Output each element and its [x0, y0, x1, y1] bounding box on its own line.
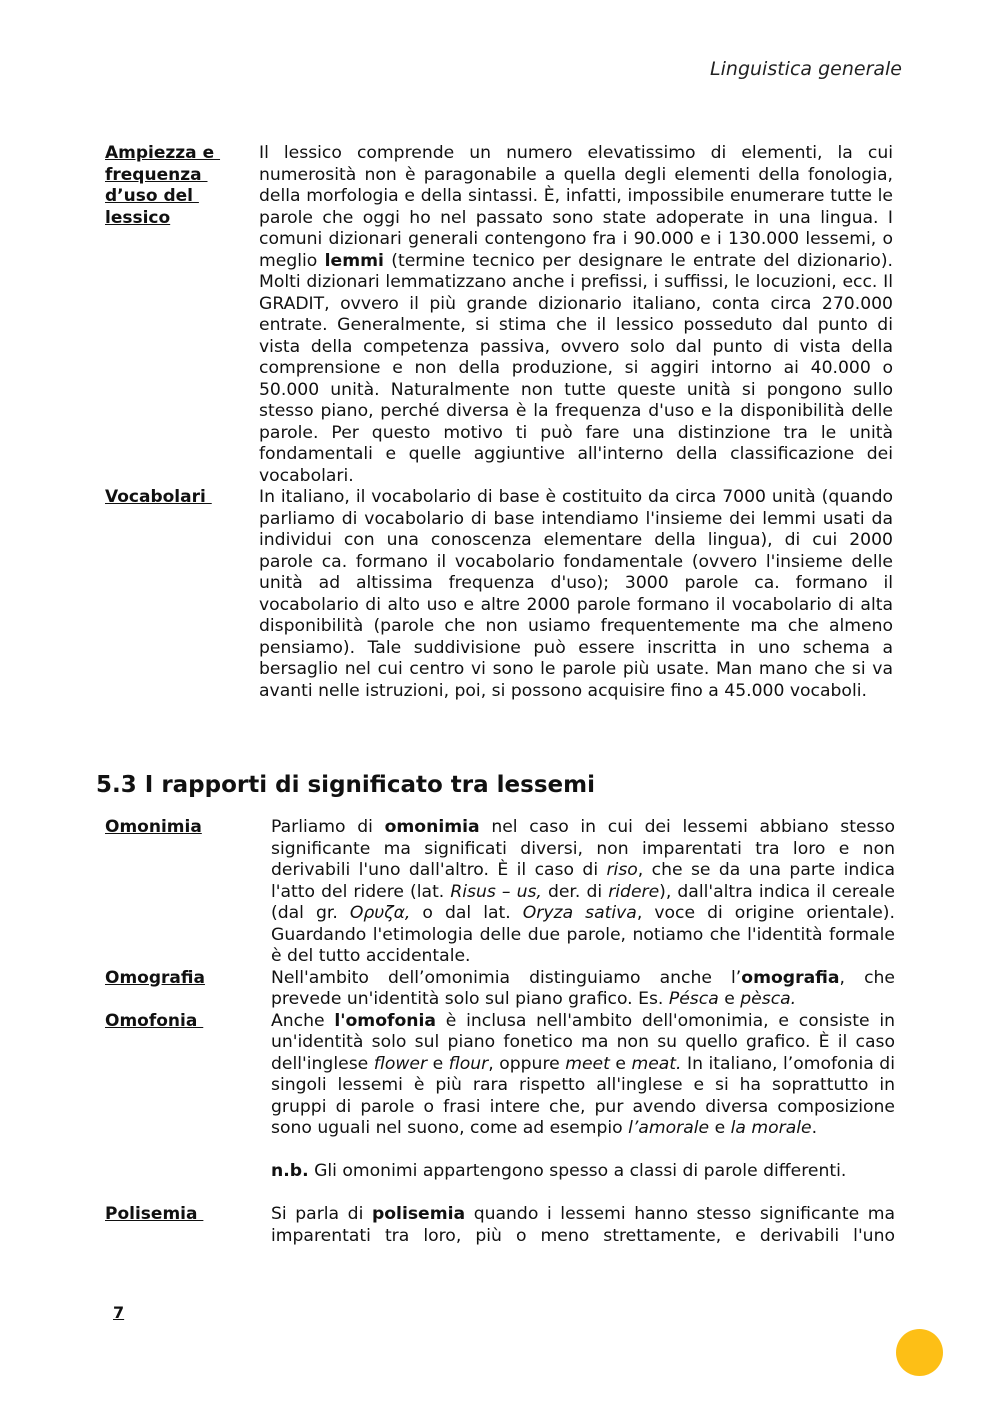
example-word: Oryza sativa — [522, 903, 637, 923]
text-nb — [271, 1161, 895, 1183]
text-span: ), dall'altra indica il cereale (dal gr. — [271, 881, 895, 923]
running-header: Linguistica generale — [710, 58, 902, 80]
entry-nb — [105, 1161, 895, 1183]
example-word: pèsca. — [740, 989, 797, 1009]
page-number: 7 — [113, 1303, 125, 1322]
text-span: è inclusa nell'ambito dell'omonimia, e consiste in un'identità solo sul piano fonetico ma non su quello grafico. È il caso dell'inglese — [271, 1010, 895, 1074]
example-word: riso — [606, 860, 638, 880]
section-heading: 5.3 I rapporti di significato tra lessemi — [96, 772, 595, 798]
text-span: nel caso in cui dei lessemi abbiano stesso significante ma significati diversi, non imparentati tra loro e non derivabili l'uno dall'altro. È il caso di — [271, 817, 895, 880]
ampiezza-body-text: Il lessico comprende un numero elevatissimo di elementi, la cui numerosità non è paragonabile a quella degli elementi della fonologia, della morfologia e della sintassi. È, infatti, impossibile enumerare tutte le parole che oggi ho nel passato sono state adoperate in una lingua. I comuni dizionari generali contengono fra i 90.000 e i 130.000 lessemi, o meglio lemmi (termine tecnico per designare le entrate del dizionario). Molti dizionari lemmatizzano anche i prefissi, i suffissi, le locuzioni, ecc. Il GRADIT, ovvero il più grande dizionario italiano, conta circa 270.000 entrate. Generalmente, si stima che il lessico posseduto dal punto di vista della competenza passiva, ovvero solo dal punto di vista della comprensione e non della produzione, si aggiri intorno ai 40.000 o 50.000 unità. Naturalmente non tutte queste unità si pongono sullo stesso piano, perché diversa è la frequenza d'uso e la disponibilità delle parole. Per questo motivo ti può fare una distinzione tra le unità fondamentali e quelle aggiuntive all'interno della classificazione dei vocabolari. — [259, 143, 893, 486]
spacer — [105, 1140, 895, 1162]
text-span: e — [427, 1053, 449, 1074]
text-span: Parliamo di — [271, 817, 385, 837]
text-omofonia — [271, 1011, 895, 1140]
keyword: l'omofonia — [334, 1010, 437, 1031]
text-ampiezza — [259, 143, 893, 487]
text-span: , voce di origine orientale). Guardando l'etimologia delle due parole, notiamo che l'identità formale è del tutto accidentale. — [271, 903, 895, 966]
nb-label: n.b. — [271, 1161, 309, 1181]
example-word: l’amorale — [628, 1118, 710, 1138]
example-word: ridere — [608, 881, 660, 902]
text-span: , che prevede un'identità solo sul piano grafico. Es. — [271, 967, 895, 1009]
entry-vocabolari — [105, 487, 895, 702]
example-word: la morale — [730, 1118, 812, 1138]
example-word: meat. — [631, 1053, 682, 1074]
term-omonimia: Omonimia — [105, 817, 202, 837]
entry-omofonia — [105, 1011, 895, 1140]
example-word: Pésca — [668, 989, 719, 1009]
text-omografia — [271, 968, 895, 1011]
keyword: omografia — [741, 967, 840, 988]
text-omonimia — [271, 817, 895, 968]
spacer — [105, 1183, 895, 1205]
meaning-relations-section — [105, 817, 895, 1247]
example-word: flour — [448, 1053, 489, 1074]
entry-omonimia — [105, 817, 895, 968]
text-span: e — [609, 1053, 632, 1074]
keyword: omonimia — [384, 817, 480, 837]
text-span: Nell'ambito dell’omonimia distinguiamo anche l’ — [271, 967, 742, 988]
text-span: quando i lessemi hanno stesso significante ma imparentati tra loro, più o meno strettamente, e derivabili l'uno — [271, 1204, 895, 1246]
text-span: Si parla di — [271, 1204, 372, 1224]
term-ampiezza: Ampiezza e frequenza d’uso del lessico — [105, 143, 215, 228]
text-span: Gli omonimi appartengono spesso a classi di parole differenti. — [308, 1161, 847, 1181]
entry-ampiezza — [105, 143, 895, 487]
text-span: . — [811, 1118, 818, 1138]
text-span: e — [718, 989, 741, 1009]
text-span: e — [709, 1118, 731, 1138]
text-span: , oppure — [488, 1053, 566, 1074]
decorative-circle-icon — [896, 1329, 943, 1376]
lexicon-section — [105, 143, 895, 702]
example-word: Ορυζα, — [349, 903, 411, 923]
term-vocabolari: Vocabolari — [105, 487, 212, 507]
term-polisemia: Polisemia — [105, 1204, 204, 1224]
example-word: Risus – us, — [450, 881, 542, 902]
text-span: Anche — [271, 1010, 335, 1031]
example-word: flower — [373, 1053, 428, 1074]
text-span: der. di — [541, 881, 609, 902]
term-omografia: Omografia — [105, 967, 205, 988]
term-omofonia: Omofonia — [105, 1010, 204, 1031]
entry-omografia — [105, 968, 895, 1011]
keyword: polisemia — [371, 1204, 466, 1224]
text-vocabolari: In italiano, il vocabolario di base è costituito da circa 7000 unità (quando parliamo di vocabolario di base intendiamo l'insieme dei lemmi usati da individui con una conoscenza elementare della lingua), di cui 2000 parole ca. formano il vocabolario fondamentale (ovvero l'insieme delle unità ad altissima frequenza d'uso); 3000 parole ca. formano il vocabolario di alto uso e altre 2000 parole formano il vocabolario di alta disponibilità (parole che non usiamo frequentemente ma che almeno pensiamo). Tale suddivisione può essere inscritta in uno schema a bersaglio nel cui centro vi sono le parole più usate. Man mano che si va avanti nelle istruzioni, poi, si possono acquisire fino a 45.000 vocaboli. — [259, 487, 893, 701]
text-polisemia — [271, 1204, 895, 1247]
entry-polisemia — [105, 1204, 895, 1247]
example-word: meet — [565, 1053, 610, 1074]
text-span: , che se da una parte indica l'atto del ridere (lat. — [271, 860, 895, 902]
keyword: lemmi — [324, 250, 384, 271]
text-span: o dal lat. — [410, 903, 523, 923]
text-span: In italiano, l’omofonia di singoli lessemi è più rara rispetto all'inglese e si ha soprattutto in gruppi di parole o frasi intere che, pur avendo diversa composizione sono uguali nel suono, come ad esempio — [271, 1053, 895, 1138]
